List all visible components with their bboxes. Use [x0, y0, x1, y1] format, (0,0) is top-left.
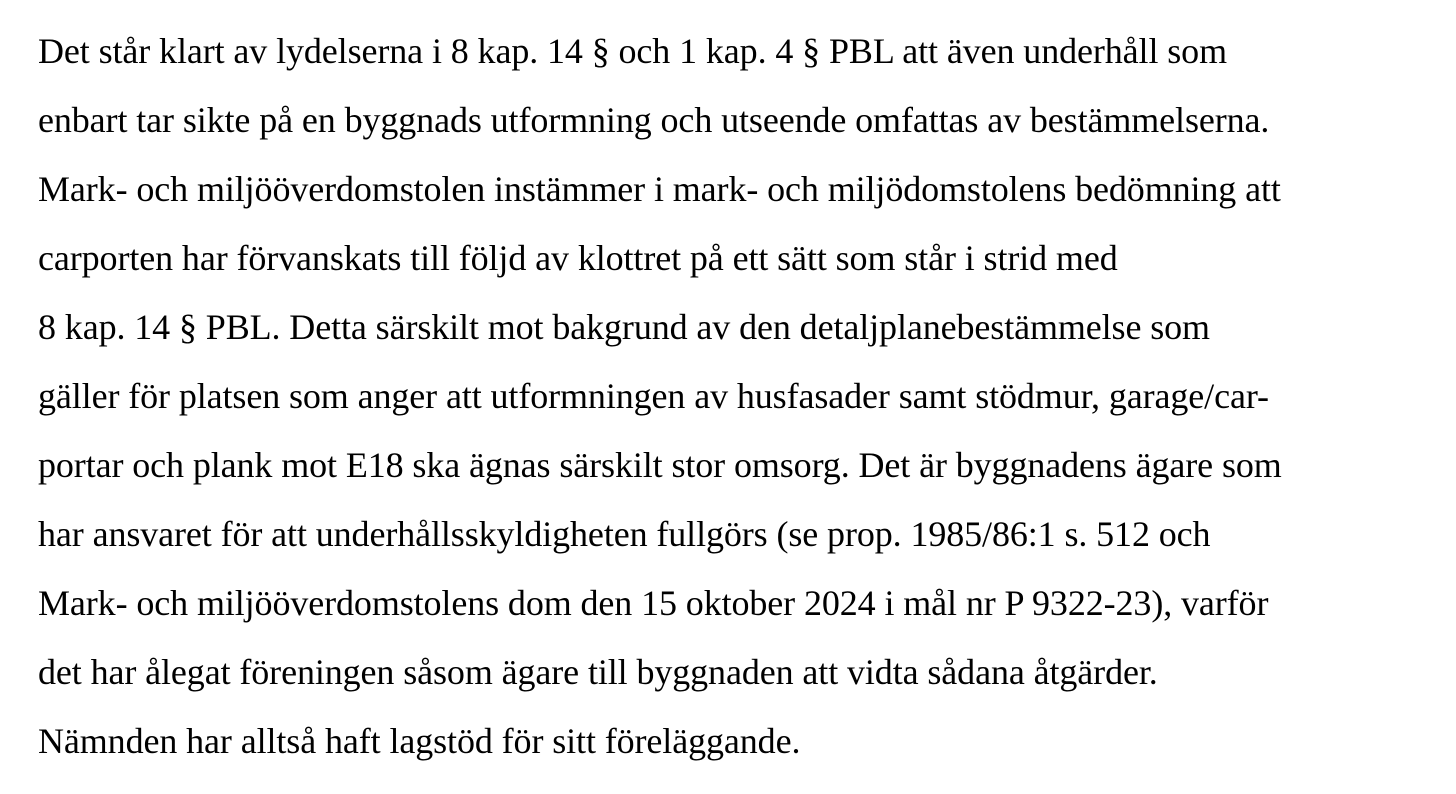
text-line: 8 kap. 14 § PBL. Detta särskilt mot bakgrund av den detaljplanebestämmelse som	[38, 307, 1210, 347]
text-line: Mark- och miljööverdomstolen instämmer i mark- och miljödomstolens bedömning att	[38, 169, 1281, 209]
text-line: enbart tar sikte på en byggnads utformning och utseende omfattas av bestämmelserna.	[38, 100, 1270, 140]
text-line: gäller för platsen som anger att utformningen av husfasader samt stödmur, garage/car-	[38, 376, 1269, 416]
text-line: det har ålegat föreningen såsom ägare till byggnaden att vidta sådana åtgärder.	[38, 652, 1158, 692]
text-line: Nämnden har alltså haft lagstöd för sitt föreläggande.	[38, 721, 801, 761]
text-line: Mark- och miljööverdomstolens dom den 15 oktober 2024 i mål nr P 9322-23), varför	[38, 583, 1269, 623]
text-line: portar och plank mot E18 ska ägnas särskilt stor omsorg. Det är byggnadens ägare som	[38, 445, 1282, 485]
text-line: carporten har förvanskats till följd av klottret på ett sätt som står i strid med	[38, 238, 1118, 278]
text-line: har ansvaret för att underhållsskyldigheten fullgörs (se prop. 1985/86:1 s. 512 och	[38, 514, 1211, 554]
text-line: Det står klart av lydelserna i 8 kap. 14 § och 1 kap. 4 § PBL att även underhåll som	[38, 31, 1227, 71]
body-paragraph	[38, 18, 1448, 777]
